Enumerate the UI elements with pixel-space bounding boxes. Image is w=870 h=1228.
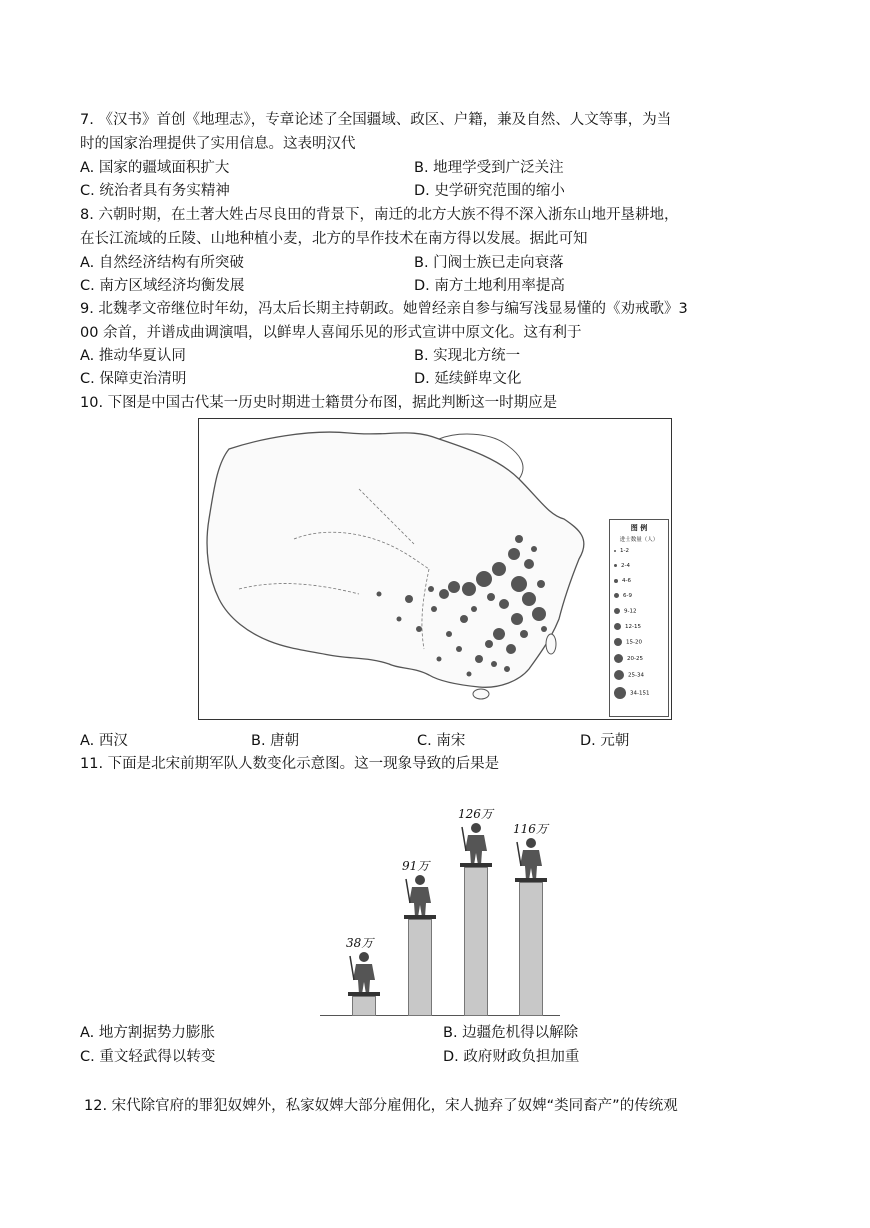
legend-row xyxy=(614,687,649,699)
q11-option-c: C. 重文轻武得以转变 xyxy=(80,1049,216,1065)
legend-dot-icon xyxy=(614,654,623,663)
legend-range: 2-4 xyxy=(621,563,630,569)
q9-option-d: D. 延续鲜卑文化 xyxy=(414,371,522,387)
legend-row xyxy=(614,654,643,663)
legend-row xyxy=(614,638,642,646)
legend-range: 6-9 xyxy=(623,593,632,599)
q8-stem-line1: 8. 六朝时期，在土著大姓占尽良田的背景下，南迁的北方大族不得不深入浙东山地开垦耕地， xyxy=(80,207,679,223)
legend-dot-icon xyxy=(614,687,626,699)
q11-stem: 11. 下面是北宋前期军队人数变化示意图。这一现象导致的后果是 xyxy=(80,756,500,772)
legend-dot-icon xyxy=(614,564,617,567)
q10-option-a: A. 西汉 xyxy=(80,733,128,749)
soldier-figure-icon xyxy=(509,836,553,882)
q9-stem-line1: 9. 北魏孝文帝继位时年幼，冯太后长期主持朝政。她曾经亲自参与编写浅显易懂的《劝戒歌》3 xyxy=(80,301,688,317)
q8-option-d: D. 南方土地利用率提高 xyxy=(414,278,565,294)
legend-dot-icon xyxy=(614,670,624,680)
q10-option-c: C. 南宋 xyxy=(417,733,466,749)
legend-dot-icon xyxy=(614,638,622,646)
q12-stem: 12. 宋代除官府的罪犯奴婢外，私家奴婢大部分雇佣化，宋人抛弃了奴婢“类同畜产”的传统观 xyxy=(84,1098,678,1114)
legend-dot-icon xyxy=(614,608,620,614)
q7-stem-line1: 7. 《汉书》首创《地理志》，专章论述了全国疆域、政区、户籍，兼及自然、人文等事，为当 xyxy=(80,112,672,128)
soldier-figure-icon xyxy=(342,950,386,996)
legend-subtitle: 进士数量（人） xyxy=(619,537,659,543)
q8-stem-line2: 在长江流域的丘陵、山地种植小麦，北方的旱作技术在南方得以发展。据此可知 xyxy=(80,231,588,247)
q11-option-a: A. 地方割据势力膨胀 xyxy=(80,1025,215,1041)
army-bar-3 xyxy=(464,867,488,1016)
army-bar-label-4: 116万 xyxy=(513,822,548,836)
map-legend xyxy=(609,519,669,717)
q7-option-c: C. 统治者具有务实精神 xyxy=(80,183,230,199)
legend-row xyxy=(614,578,631,584)
q10-option-b: B. 唐朝 xyxy=(251,733,300,749)
q7-stem-line2: 时的国家治理提供了实用信息。这表明汉代 xyxy=(80,136,356,152)
q7-option-d: D. 史学研究范围的缩小 xyxy=(414,183,565,199)
jinshi-distribution-map xyxy=(198,418,672,720)
hainan-island xyxy=(473,689,489,699)
map-graphic xyxy=(199,419,670,718)
army-bar-label-3: 126万 xyxy=(458,807,493,821)
legend-dot-icon xyxy=(614,623,621,630)
q7-option-b: B. 地理学受到广泛关注 xyxy=(414,160,564,176)
legend-range: 15-20 xyxy=(626,639,642,646)
taiwan-island xyxy=(546,634,556,654)
q9-option-a: A. 推动华夏认同 xyxy=(80,348,186,364)
q7-option-a: A. 国家的疆域面积扩大 xyxy=(80,160,230,176)
legend-dot-icon xyxy=(614,550,616,552)
q9-option-b: B. 实现北方统一 xyxy=(414,348,521,364)
legend-range: 9-12 xyxy=(624,608,637,615)
legend-range: 20-25 xyxy=(627,656,643,662)
army-size-chart xyxy=(320,776,560,1016)
legend-range: 1-2 xyxy=(620,548,629,554)
q8-option-a: A. 自然经济结构有所突破 xyxy=(80,255,244,271)
soldier-figure-icon xyxy=(454,821,498,867)
legend-range: 34-151 xyxy=(630,690,650,697)
q11-option-d: D. 政府财政负担加重 xyxy=(443,1049,580,1065)
army-bar-1 xyxy=(352,996,376,1016)
army-bar-label-2: 91万 xyxy=(402,859,430,873)
army-bar-2 xyxy=(408,919,432,1016)
legend-row xyxy=(614,548,629,554)
soldier-figure-icon xyxy=(398,873,442,919)
q10-stem: 10. 下图是中国古代某一历史时期进士籍贯分布图，据此判断这一时期应是 xyxy=(80,395,558,411)
legend-row xyxy=(614,623,641,630)
legend-range: 4-6 xyxy=(622,578,631,584)
q10-option-d: D. 元朝 xyxy=(580,733,630,749)
legend-row xyxy=(614,670,644,680)
army-bar-4 xyxy=(519,882,543,1016)
q8-option-c: C. 南方区域经济均衡发展 xyxy=(80,278,245,294)
legend-dot-icon xyxy=(614,579,618,583)
q8-option-b: B. 门阀士族已走向衰落 xyxy=(414,255,564,271)
army-bar-label-1: 38万 xyxy=(346,936,374,950)
legend-row xyxy=(614,593,632,599)
q11-option-b: B. 边疆危机得以解除 xyxy=(443,1025,579,1041)
legend-row xyxy=(614,563,630,569)
legend-range: 12-15 xyxy=(625,624,641,630)
q9-stem-line2: 00 余首，并谱成曲调演唱，以鲜卑人喜闻乐见的形式宣讲中原文化。这有利于 xyxy=(80,325,582,341)
legend-dot-icon xyxy=(614,593,619,598)
legend-row xyxy=(614,608,636,615)
legend-range: 25-34 xyxy=(628,672,644,679)
q9-option-c: C. 保障吏治清明 xyxy=(80,371,187,387)
legend-title: 图 例 xyxy=(630,524,648,532)
